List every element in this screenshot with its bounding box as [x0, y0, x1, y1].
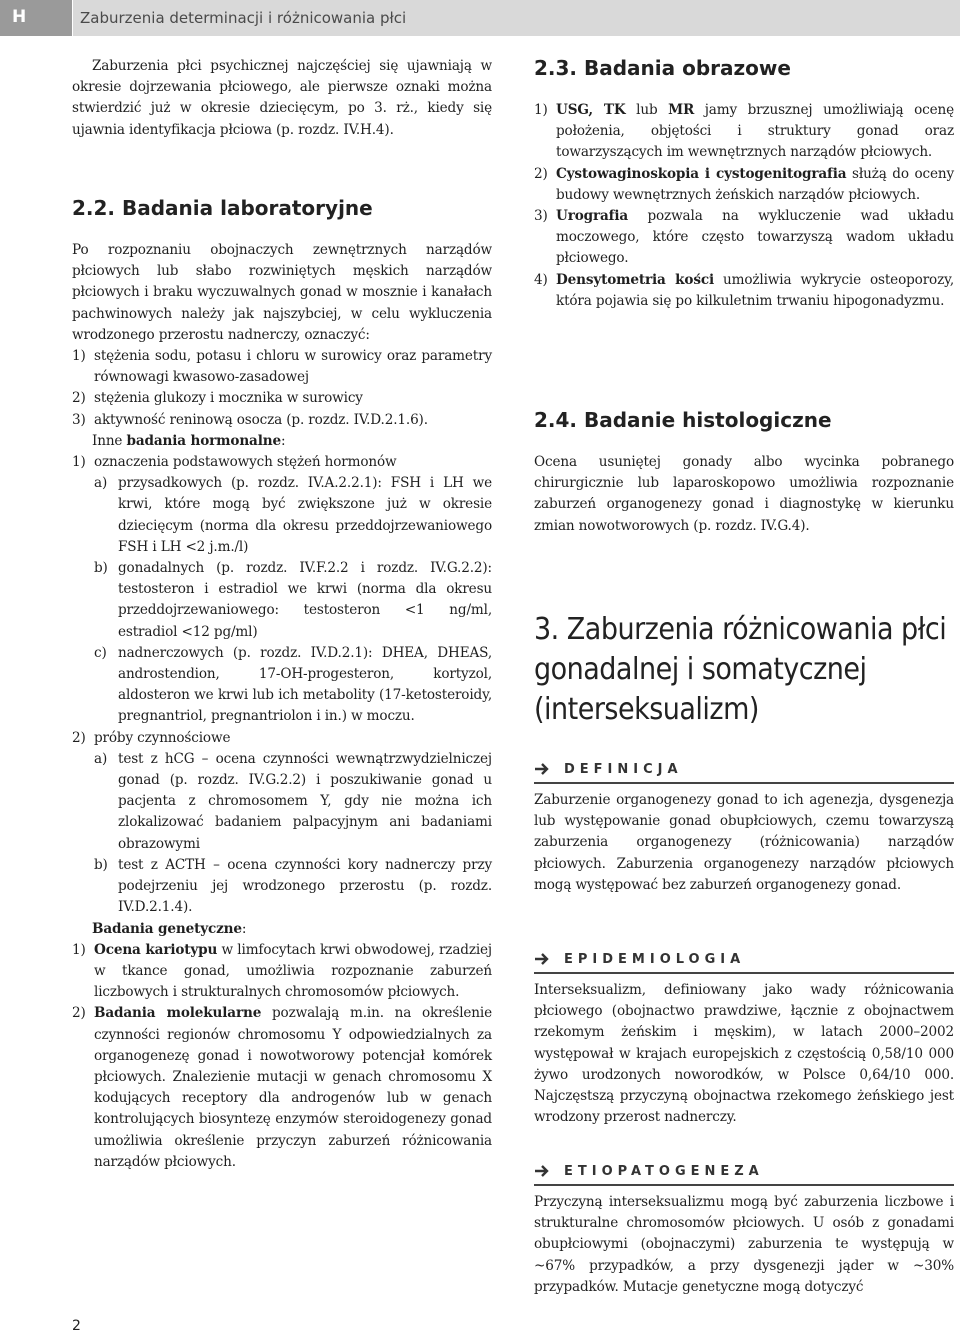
- epidemiology-body: [534, 980, 954, 1128]
- arrow-right-icon: [534, 1163, 550, 1179]
- list-bold: Densytometria kości: [556, 271, 714, 288]
- histology-body: [534, 452, 954, 537]
- genetic-bold: Badania genetyczne: [92, 920, 242, 937]
- epidemiology-text: Interseksualizm, definiowany jako wady różnicowania płciowego (obojnactwo prawdziwe, łącznie z obojnactwem rzekomym żeńskim i męskim), w latach 2000–2002 występował w krajach europejskich z częstością 0,58/10 000 żywo urodzonych noworodków, w Polsce 0,64/10 000. Najczęstszą przyczyną obojnactwa rzekomego żeńskiego jest wrodzony przerost nadnerczy.: [534, 982, 954, 1126]
- list-number: 2): [72, 1005, 86, 1022]
- list-text: oznaczenia podstawowych stężeń hormonów: [94, 454, 397, 471]
- page-number: 2: [72, 1318, 81, 1334]
- lab-heading: 2.2. Badania laboratoryjne: [72, 196, 373, 220]
- list-text: stężenia glukozy i mocznika w surowicy: [94, 390, 363, 407]
- list-text: [556, 206, 954, 270]
- lab-section: [72, 196, 492, 220]
- hormonal-suffix: :: [280, 432, 286, 449]
- arrow-right-icon: [534, 951, 550, 967]
- etiopathogenesis-body: [534, 1192, 954, 1298]
- list-text: [94, 940, 492, 1004]
- list-number: 1): [72, 454, 86, 471]
- list-item: [72, 1003, 492, 1173]
- list-number: b): [94, 856, 108, 873]
- etiopathogenesis-label: ETIOPATOGENEZA: [564, 1163, 764, 1179]
- list-item: [94, 558, 492, 643]
- list-number: 3): [534, 208, 548, 225]
- list-number: 3): [72, 411, 86, 428]
- list-number: 1): [72, 348, 86, 365]
- list-item: [534, 206, 954, 270]
- list-number: 1): [534, 102, 548, 118]
- list-number: 1): [72, 941, 86, 958]
- list-item: [72, 388, 492, 409]
- etiopathogenesis-box-header: [534, 1160, 954, 1182]
- list-text: gonadalnych (p. rozdz. IV.F.2.2 i rozdz. IV.G.2.2): testosteron i estradiol we krwi (norma dla okresu przeddojrzewaniowego: testosteron <1 ng/ml, estradiol <12 pg/ml): [118, 560, 492, 640]
- genetic-suffix: :: [241, 920, 247, 937]
- list-item: [534, 270, 954, 312]
- list-text: [94, 1003, 492, 1173]
- definition-rule: [534, 782, 954, 784]
- list-item: [72, 940, 492, 1004]
- list-text: test z hCG – ocena czynności wewnątrzwydzielniczej gonad (p. rozdz. IV.G.2.2) i poszukiwanie gonad u pacjenta z chromosomem Y, gdy nie można ich zlokalizować badaniem palpacyjnym ani badaniami obrazowymi: [118, 750, 492, 852]
- list-bold: Ocena kariotypu: [94, 941, 218, 958]
- list-rest: umożliwia wykrycie osteoporozy, która pojawia się po kilkuletnim trwaniu hipogonadyzmu.: [556, 271, 954, 309]
- histology-text: Ocena usuniętej gonady albo wycinka pobranego chirurgicznie lub laparoskopowo umożliwia rozpoznanie zaburzeń organogenezy gonad i diagnostykę w kierunku zmian nowotworowych (p. rozdz. IV.G.4).: [534, 454, 954, 534]
- list-text: [556, 100, 954, 164]
- intro-paragraph: Zaburzenia płci psychicznej najczęściej się ujawniają w okresie dojrzewania płciowego, ale pierwsze oznaki można stwierdzić już w okresie dziecięcym, po 3. rż., kiedy się ujawnia identyfikacja płciowa (p. rozdz. IV.H.4).: [72, 58, 492, 138]
- list-rest: w limfocytach krwi obwodowej, rzadziej w tkance gonad, umożliwia rozpoznanie zaburzeń liczbowych i strukturalnych chromosomów płciowych.: [94, 941, 492, 1001]
- list-item: [72, 452, 492, 473]
- sublist: [72, 749, 492, 919]
- list-item: [72, 728, 492, 749]
- list-number: 2): [72, 390, 86, 407]
- hormonal-bold: badania hormonalne: [126, 432, 281, 449]
- list-item: [94, 855, 492, 919]
- hormonal-heading: [72, 431, 492, 452]
- list-item: [94, 749, 492, 855]
- imaging-heading: 2.3. Badania obrazowe: [534, 56, 791, 80]
- list-text: [556, 164, 954, 206]
- lab-body: [72, 240, 492, 1173]
- genetic-heading: [72, 919, 492, 940]
- chapter-title: [534, 610, 954, 730]
- chapter-title-line: gonadalnej i somatycznej: [534, 652, 867, 687]
- definition-body: [534, 790, 954, 896]
- list-bold: MR: [668, 102, 695, 118]
- epidemiology-box-header: [534, 948, 954, 970]
- list-rest: pozwalają m.in. na określenie czynności regionów chromosomu Y odpowiedzialnych za organogenezę gonad i nowotworowy potencjał komórek płciowych. Znalezienie mutacji w genach chromosomu X kodujących receptory dla androgenów lub w genach kontrolujących biosyntezę enzymów steroidogenezy gonad umożliwia określenie przyczyn zaburzeń różnicowania narządów płciowych.: [94, 1005, 492, 1170]
- section-letter: H: [12, 7, 27, 27]
- sublist: [72, 473, 492, 727]
- definition-box-header: [534, 758, 954, 780]
- list-number: 2): [534, 165, 548, 182]
- imaging-section: [534, 56, 954, 80]
- list-number: c): [94, 644, 107, 661]
- list-bold: Cystowaginoskopia i cystogenitografia: [556, 165, 847, 182]
- list-bold: USG, TK: [556, 102, 626, 118]
- chapter-title-line: 3. Zaburzenia różnicowania płci: [534, 612, 947, 647]
- list-text: aktywność reninową osocza (p. rozdz. IV.D.2.1.6).: [94, 411, 428, 428]
- list-number: 2): [72, 729, 86, 746]
- list-item: [72, 346, 492, 388]
- list-item: [534, 164, 954, 206]
- list-item: [72, 410, 492, 431]
- list-rest: pozwala na wykluczenie wad układu moczowego, które często towarzyszą wadom układu płciowego.: [556, 208, 954, 267]
- hormonal-prefix: Inne: [92, 432, 127, 449]
- list-bold: Badania molekularne: [94, 1005, 262, 1022]
- list-text: przysadkowych (p. rozdz. IV.A.2.2.1): FSH i LH we krwi, które mogą być zwiększone już w okresie dziecięcym (norma dla okresu przeddojrzewaniowego FSH i LH <2 j.m./l): [118, 475, 492, 555]
- list-text: stężenia sodu, potasu i chloru w surowicy oraz parametry równowagi kwasowo-zasadowej: [94, 348, 492, 386]
- left-column: [72, 56, 492, 141]
- list-item: [534, 100, 954, 164]
- list-rest: jamy brzusznej umożliwiają ocenę położenia, objętości i struktury gonad oraz towarzyszących im wewnętrznych narządów płciowych.: [556, 102, 954, 161]
- list-rest: służą do oceny budowy wewnętrznych żeńskich narządów płciowych.: [556, 165, 954, 203]
- running-title: Zaburzenia determinacji i różnicowania płci: [80, 9, 407, 27]
- epidemiology-label: EPIDEMIOLOGIA: [564, 951, 746, 967]
- running-header: [0, 0, 960, 36]
- list-number: a): [94, 475, 108, 492]
- lab-intro: Po rozpoznaniu obojnaczych zewnętrznych narządów płciowych lub słabo rozwiniętych męskich narządów płciowych i braku wyczuwalnych gonad w mosznie i kanałach pachwinowych należy jak najszybciej, w celu wykluczenia wrodzonego przerostu nadnerczy, oznaczyć:: [72, 242, 492, 343]
- epidemiology-rule: [534, 972, 954, 974]
- list-text: [556, 270, 954, 312]
- list-text: test z ACTH – ocena czynności kory nadnerczy przy podejrzeniu jej wrodzonego przerostu (p. rozdz. IV.D.2.1.4).: [118, 856, 492, 916]
- etiopathogenesis-rule: [534, 1184, 954, 1186]
- definition-label: DEFINICJA: [564, 761, 683, 777]
- section-letter-box: [0, 0, 72, 36]
- definition-text: Zaburzenie organogenezy gonad to ich agenezja, dysgenezja lub występowanie gonad obupłciowych, czemu towarzyszą zaburzenia organogenezy (różnicowania) narządów płciowych. Zaburzenia organogenezy narządów płciowych mogą występować bez zaburzeń organogenezy gonad.: [534, 792, 954, 893]
- imaging-list: [534, 100, 954, 312]
- chapter-title-line: (interseksualizm): [534, 692, 759, 727]
- histology-heading: 2.4. Badanie histologiczne: [534, 408, 832, 432]
- histology-section: [534, 408, 954, 432]
- list-item: [94, 643, 492, 728]
- list-text: próby czynnościowe: [94, 729, 231, 746]
- list-item: [94, 473, 492, 558]
- arrow-right-icon: [534, 761, 550, 777]
- list-text: nadnerczowych (p. rozdz. IV.D.2.1): DHEA, DHEAS, androstendion, 17-OH-progesteron, kortyzol, aldosteron we krwi lub ich metabolity (17-ketosteroidy, pregnantriol, pregnantriolon i in.) w moczu.: [118, 644, 492, 725]
- list-number: a): [94, 750, 108, 767]
- list-mid: lub: [625, 102, 669, 118]
- list-number: 4): [534, 271, 548, 288]
- etiopathogenesis-text: Przyczyną interseksualizmu mogą być zaburzenia liczbowe i strukturalne chromosomów płciowych. U osób z gonadami obupłciowymi (obojnaczymi) zaburzenia te występują w ~67% przypadków, a przy dysgenezji jąder w ~30% przypadków. Mutacje genetyczne mogą dotyczyć: [534, 1194, 954, 1295]
- list-number: b): [94, 560, 108, 577]
- list-bold: Urografia: [556, 208, 629, 225]
